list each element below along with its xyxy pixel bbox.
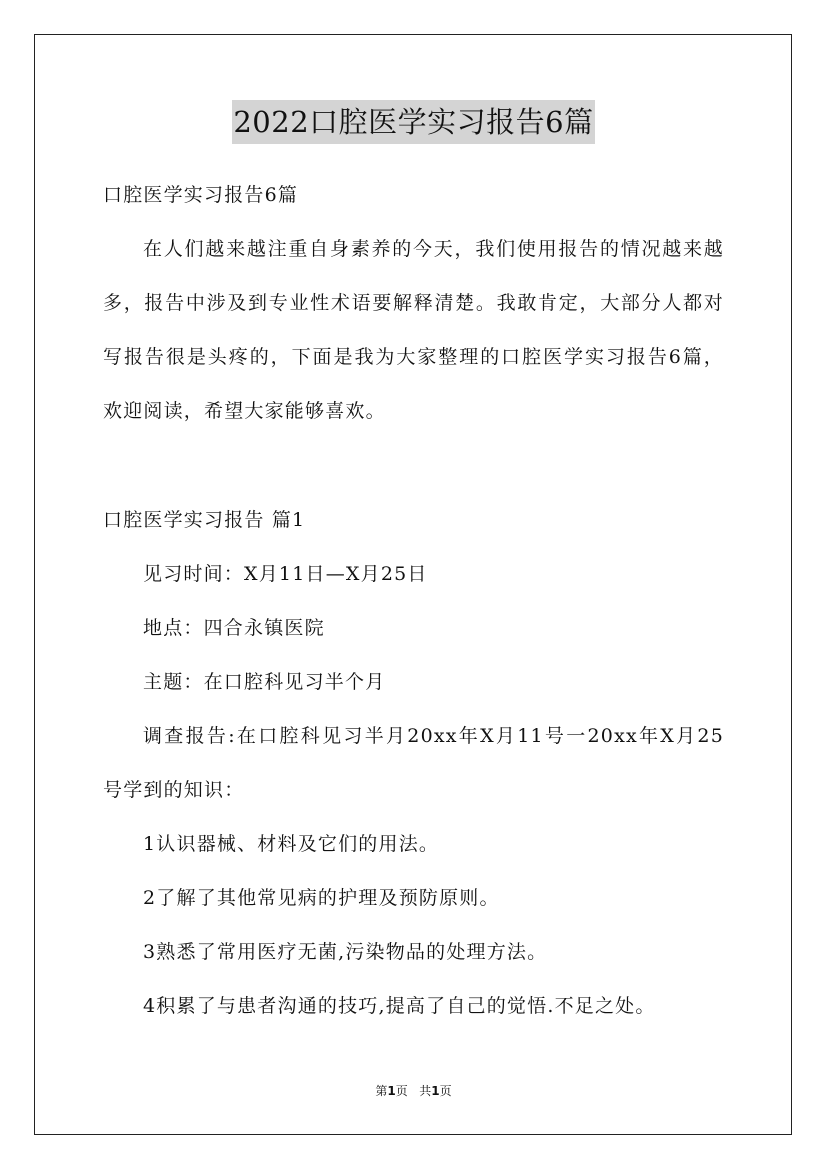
title-wrap [0, 100, 827, 144]
internship-topic: 主题：在口腔科见习半个月 [143, 671, 386, 693]
total-label-prefix: 共 [419, 1084, 432, 1098]
total-pages: 1 [431, 1084, 440, 1098]
total-label-suffix: 页 [439, 1084, 452, 1098]
list-item: 4积累了与患者沟通的技巧,提高了自己的觉悟.不足之处。 [143, 995, 656, 1017]
survey-line-1: 调查报告:在口腔科见习半月20xx年X月11号一20xx年X月25 [143, 725, 724, 747]
document-title: 2022口腔医学实习报告6篇 [232, 100, 594, 144]
list-item: 3熟悉了常用医疗无菌,污染物品的处理方法。 [143, 941, 548, 963]
intro-line-1: 在人们越来越注重自身素养的今天，我们使用报告的情况越来越 [143, 238, 724, 260]
intro-line-2: 多，报告中涉及到专业性术语要解释清楚。我敢肯定，大部分人都对 [103, 292, 724, 314]
internship-time: 见习时间：X月11日—X月25日 [143, 563, 428, 585]
survey-line-2: 号学到的知识： [103, 779, 245, 801]
list-item: 1认识器械、材料及它们的用法。 [143, 833, 440, 855]
intro-line-4: 欢迎阅读，希望大家能够喜欢。 [103, 400, 386, 422]
page-label-prefix: 第 [375, 1084, 388, 1098]
intro-line-3: 写报告很是头疼的，下面是我为大家整理的口腔医学实习报告6篇， [103, 346, 724, 368]
page-label-suffix: 页 [395, 1084, 408, 1098]
page-footer [0, 1083, 827, 1099]
page-number: 1 [387, 1084, 396, 1098]
document-subtitle: 口腔医学实习报告6篇 [103, 184, 299, 206]
internship-place: 地点：四合永镇医院 [143, 617, 325, 639]
section-heading: 口腔医学实习报告 篇1 [103, 509, 306, 531]
list-item: 2了解了其他常见病的护理及预防原则。 [143, 887, 500, 909]
